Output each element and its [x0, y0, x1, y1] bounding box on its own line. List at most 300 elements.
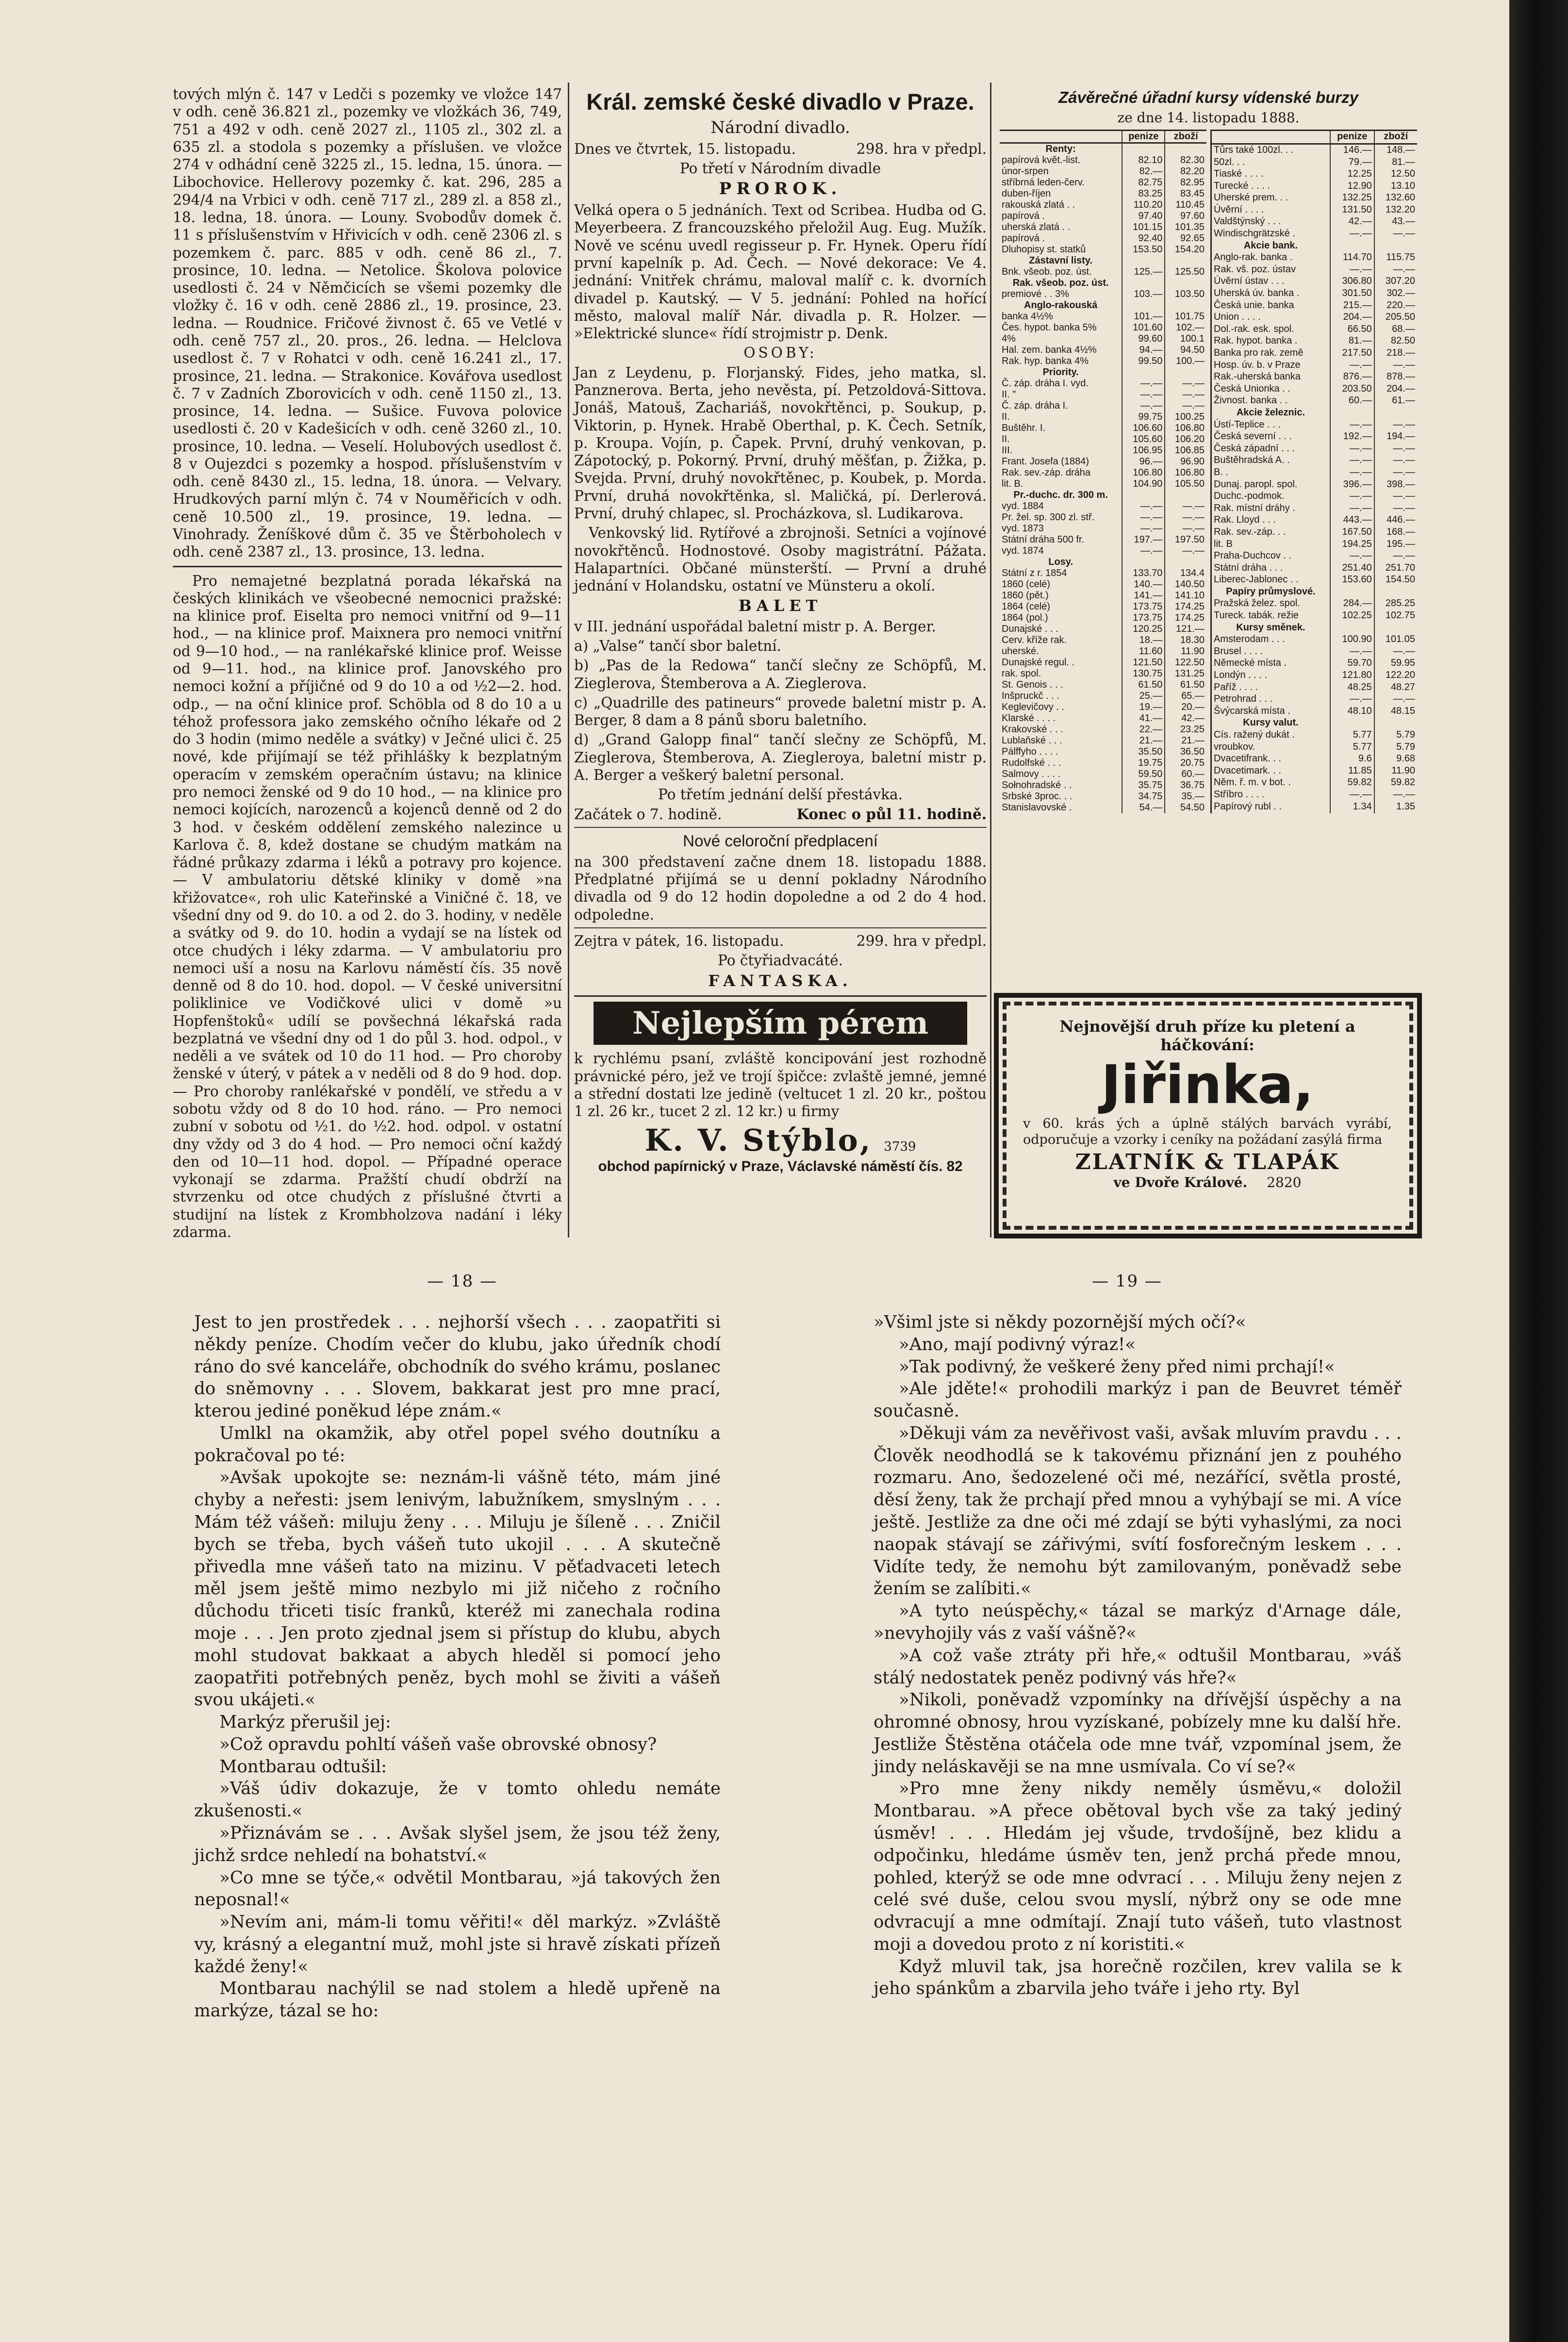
rate-money: —.—: [1122, 523, 1165, 534]
rate-money: 99.50: [1122, 356, 1165, 367]
rate-row: [1000, 378, 1206, 389]
rate-money: 443.—: [1330, 514, 1374, 527]
rate-money: 35.50: [1122, 746, 1165, 758]
rate-money: 104.90: [1122, 478, 1165, 490]
rate-goods: 125.50: [1165, 266, 1206, 278]
rate-row: [1211, 527, 1418, 539]
rate-goods: —.—: [1165, 389, 1206, 400]
rate-name: premiové . . 3%: [1002, 289, 1069, 299]
rate-name: Akcie železnic.: [1236, 407, 1305, 418]
rate-name: II.: [1002, 434, 1010, 445]
rate-row: [1211, 467, 1418, 479]
rate-name: Tiaské . . . .: [1214, 168, 1264, 180]
rate-money: 25.—: [1122, 691, 1165, 702]
rate-money: —.—: [1330, 503, 1374, 515]
rate-goods: [1374, 622, 1417, 634]
rate-row: [1211, 479, 1418, 491]
rate-money: 306.80: [1330, 276, 1374, 288]
rate-goods: 251.70: [1374, 562, 1417, 575]
rate-goods: 101.05: [1374, 634, 1417, 646]
rate-money: 35.75: [1122, 780, 1165, 791]
divider: [574, 995, 987, 997]
rate-goods: 204.—: [1374, 383, 1417, 396]
rate-name: Akcie bank.: [1243, 240, 1298, 251]
rate-row: [1211, 335, 1418, 347]
rate-money: 153.60: [1330, 574, 1374, 586]
rate-goods: 100.25: [1165, 412, 1206, 423]
rate-goods: —.—: [1374, 419, 1417, 431]
rate-goods: 174.25: [1165, 601, 1206, 612]
rate-row: [1211, 574, 1418, 586]
rate-goods: 398.—: [1374, 479, 1417, 491]
rate-name: Rak. Lloyd . . .: [1214, 514, 1276, 526]
rate-money: 59.70: [1330, 658, 1374, 670]
rate-money: —.—: [1122, 545, 1165, 557]
subscription-heading: Nové celoroční předplacení: [683, 831, 878, 850]
rate-row: [1211, 753, 1418, 765]
rate-name: Švýcarská místa .: [1214, 705, 1290, 716]
rate-goods: 101.75: [1165, 311, 1206, 322]
rate-money: —.—: [1122, 501, 1165, 512]
rate-name: Duchc.-podmok.: [1214, 491, 1285, 502]
rate-money: [1122, 300, 1165, 311]
ballet-c: c) „Quadrille des patineurs“ provede baletní mistr p. A. Berger, 8 dam a 8 pánů sboru baletního.: [574, 694, 987, 729]
rate-money: 132.25: [1330, 192, 1374, 204]
rate-row: [1211, 240, 1418, 252]
rate-money: 92.40: [1122, 233, 1165, 244]
rate-goods: 43.—: [1374, 216, 1417, 228]
rate-name: Lublaňské . . .: [1002, 735, 1062, 746]
rate-goods: [1165, 278, 1206, 289]
rate-name: Papírový rubl . .: [1214, 801, 1282, 812]
rate-name: Rak. sev.-záp. . .: [1214, 526, 1286, 537]
rate-money: 34.75: [1122, 791, 1165, 802]
rate-name: lit. B: [1214, 538, 1233, 549]
rate-money: 167.50: [1330, 527, 1374, 539]
auction-list: tových mlýn č. 147 v Ledči s pozemky ve vložce 147 v odh. ceně 36.821 zl., pozemky ve vložkách 36, 749, 751 a 492 v odh. ceně 2027 zl., 1105 zl., 302 zl. a 635 zl. a stodola s pozemky a příslušen. ve vložce 274 v odhádní ceně 3225 zl., 15. ledna, 15. února. — Libochovice. Hellerovy pozemky č. kat. 296, 285 a 294/4 na Vrbici v odh. ceně 717 zl., 289 zl. a 858 zl., 18. ledna, 18. února. — Louny. Svobodův domek č. 11 s příslušenstvím v Hřivicích v odh. ceně 2306 zl. s pozemkem č. parc. 885 v odh. ceně 86 zl., 7. prosince, 10. ledna. — Netolice. Školova polovice usedlosti č. 24 v Němčicích se všemi pozemky dle vložky č. 16 v odh. ceně 2886 zl., 19. prosince, 23. ledna. — Roudnice. Fričové živnost č. 65 ve Vetlé v odh. ceně 757 zl., 20. pros., 26. ledna. — Helclova usedlost č. 7 v Rohatci v odh. ceně 16.241 zl., 17. prosince, 21. ledna. — Strakonice. Kovářova usedlost č. 7 v Zadních Zborovicích v odh. ceně 1150 zl., 13. prosince, 14. ledna. — Sušice. Fuvova polovice usedlosti č. 20 v Kadešicích v odh. ceně 3260 zl., 10. prosince, 10. ledna. — Veselí. Holubových usedlost č. 8 v Oujezdci s pozemky a hospod. příslušenstvím v odh. ceně 8430 zl., 15. ledna, 18. února. — Velvary. Hrudkových parní mlýn č. 74 v Nouměřicích v odh. ceně 10.500 zl., 19. prosince, 19. ledna. — Vinohrady. Ženíškové dům č. 35 ve Štěrboholech v odh. ceně 2387 zl., 13. prosince, 13. ledna.: [173, 86, 562, 561]
rate-goods: 82.95: [1165, 177, 1206, 188]
rate-goods: 81.—: [1374, 157, 1417, 169]
rate-money: 146.—: [1330, 144, 1374, 156]
yarn-advertisement: [994, 993, 1422, 1238]
rate-money: 110.20: [1122, 199, 1165, 211]
rate-name: Buštěhr. I.: [1002, 423, 1046, 433]
rate-row: [1211, 610, 1418, 622]
rate-money: 79.—: [1330, 157, 1374, 169]
rate-money: —.—: [1330, 360, 1374, 372]
rate-row: [1000, 657, 1206, 668]
rate-money: 100.90: [1330, 634, 1374, 646]
rate-goods: 5.79: [1374, 729, 1417, 742]
start-time: Začátek o 7. hodině.: [574, 806, 722, 823]
rate-row: [1000, 311, 1206, 322]
rate-row: [1000, 211, 1206, 222]
rate-money: 5.77: [1330, 742, 1374, 754]
rate-row: [1000, 668, 1206, 679]
rate-row: [1000, 624, 1206, 635]
rate-row: [1211, 706, 1418, 718]
rate-name: Losy.: [1048, 557, 1073, 567]
rate-row: [1211, 276, 1418, 288]
rate-row: [1211, 168, 1418, 181]
rate-money: —.—: [1330, 228, 1374, 240]
rate-money: 99.60: [1122, 333, 1165, 345]
rate-money: 42.—: [1330, 216, 1374, 228]
rate-name: Pr. žel. sp. 300 zl. stř.: [1002, 512, 1095, 523]
rate-goods: 61.50: [1165, 679, 1206, 691]
rate-name: Něm. ř. m. v bot. .: [1214, 777, 1291, 788]
rate-row: [1000, 445, 1206, 456]
rate-row: [1211, 742, 1418, 754]
rate-money: 101.60: [1122, 322, 1165, 333]
rate-row: [1211, 312, 1418, 324]
rate-money: [1330, 717, 1374, 729]
pen-ad-firm: K. V. Stýblo,: [644, 1122, 873, 1158]
rate-goods: 96.90: [1165, 456, 1206, 467]
rate-goods: 168.—: [1374, 527, 1417, 539]
rate-row: [1000, 512, 1206, 523]
rate-name: Uherské prem. . .: [1214, 192, 1288, 203]
rate-money: —.—: [1330, 264, 1374, 276]
rate-goods: 83.45: [1165, 188, 1206, 199]
story-paragraph: »Co mne se týče,« odvětil Montbarau, »já takových žen neposnal!«: [194, 1867, 721, 1910]
rate-goods: 59.82: [1374, 777, 1417, 789]
story-paragraph: Umlkl na okamžik, aby otřel popel svého doutníku a pokračoval po té:: [194, 1423, 721, 1466]
rate-goods: 197.50: [1165, 534, 1206, 545]
rate-goods: 94.50: [1165, 345, 1206, 356]
rate-name: Dunajské regul. .: [1002, 657, 1075, 668]
rate-goods: [1165, 255, 1206, 266]
rate-row: [1000, 434, 1206, 445]
rate-goods: 82.20: [1165, 166, 1206, 177]
column-1: [173, 85, 562, 1240]
ballet-d: d) „Grand Galopp final“ tančí slečny ze Schöpfů, M. Zieglerova, Štemberova, A. Ziegleroya, baletní mistr p. A. Berger a veškerý baletní personal.: [574, 731, 987, 783]
rate-row: [1211, 693, 1418, 706]
rate-name: Státní z r. 1854: [1002, 568, 1067, 578]
rate-row: [1000, 802, 1206, 813]
rate-money: 82.10: [1122, 155, 1165, 166]
rate-goods: 82.50: [1374, 335, 1417, 347]
rate-name: Cerv. kříže rak.: [1002, 635, 1067, 645]
rate-row: [1211, 586, 1418, 598]
rate-row: [1000, 679, 1206, 691]
rate-money: 81.—: [1330, 335, 1374, 347]
rate-row: [1000, 579, 1206, 590]
rate-row: [1211, 228, 1418, 240]
rate-money: 130.75: [1122, 668, 1165, 679]
rate-goods: 148.—: [1374, 144, 1417, 156]
rate-goods: 100.—: [1165, 356, 1206, 367]
rate-name: Státní dráha 500 fr.: [1002, 534, 1085, 545]
rate-name: Liberec-Jablonec . .: [1214, 574, 1299, 585]
rate-row: [1211, 801, 1418, 813]
rate-name: Rak. místní dráhy .: [1214, 502, 1295, 513]
rate-name: Dvacetimark. . .: [1214, 765, 1281, 776]
rate-goods: 11.90: [1374, 765, 1417, 777]
rate-name: Papíry průmyslové.: [1226, 586, 1316, 597]
rate-money: 215.—: [1330, 300, 1374, 312]
exchange-title: Závěrečné úřadní kursy vídenské burzy: [1058, 88, 1359, 106]
rate-goods: 20.—: [1165, 702, 1206, 713]
rate-name: papírová .: [1002, 211, 1045, 221]
rate-name: Česká unie. banka: [1214, 299, 1294, 311]
rate-money: 1.34: [1330, 801, 1374, 813]
rate-name: Praha-Duchcov . .: [1214, 550, 1292, 561]
rate-goods: —.—: [1165, 501, 1206, 512]
rate-money: [1122, 255, 1165, 266]
rate-goods: 205.50: [1374, 312, 1417, 324]
rate-goods: —.—: [1374, 646, 1417, 658]
rate-name: Č. záp. dráha I. vyd.: [1002, 378, 1089, 389]
rate-goods: [1374, 717, 1417, 729]
rate-goods: 11.90: [1165, 646, 1206, 657]
rate-money: 101.—: [1122, 311, 1165, 322]
rate-money: 59.50: [1122, 769, 1165, 780]
rate-row: [1000, 612, 1206, 624]
rate-goods: —.—: [1165, 512, 1206, 523]
rate-money: 114.70: [1330, 252, 1374, 264]
rate-name: B. .: [1214, 466, 1229, 478]
rate-money: 131.50: [1330, 204, 1374, 216]
story-paragraph: »Avšak upokojte se: neznám-li vášně této, mám jiné chyby a neřesti: jsem lenivým, labužníkem, smyslným . . . Mám též vášeň: miluju ženy . . . Miluju je šíleně . . . Zničil bych se třeba, bych vášeň tuto ukojil . . . A skutečně přivedla mne vášeň tato na mizinu. V pěťadvaceti letech měl jsem ještě mimo nezbylo mi již ničeho z ročního důchodu třiceti tisíc franků, kteréž mi zanechala rodina moje . . . Jen proto zjednal jsem si přístup do klubu, abych mohl studovat bakkaat a abych hleděl si pomocí jeho zaopatřiti potřebných peněz, bych mohl se živiti a vášeň svou ukájeti.«: [194, 1468, 721, 1710]
story-paragraph: Montbarau odtušil:: [219, 1756, 387, 1777]
story-right-page: [874, 1311, 1402, 2296]
rate-name: vyd. 1884: [1002, 501, 1044, 511]
rate-goods: 5.79: [1374, 742, 1417, 754]
tomorrow-number: 299. hra v předpl.: [856, 932, 987, 949]
rate-row: [1211, 157, 1418, 169]
rate-goods: 106.80: [1165, 467, 1206, 478]
rate-row: [1211, 729, 1418, 742]
rate-row: [1000, 155, 1206, 166]
rate-row: [1211, 777, 1418, 789]
rate-name: Zástavní listy.: [1029, 255, 1093, 266]
rate-money: 96.—: [1122, 456, 1165, 467]
rate-money: 120.25: [1122, 624, 1165, 635]
rate-money: 22.—: [1122, 724, 1165, 735]
rate-goods: 101.35: [1165, 222, 1206, 233]
crowd-list: Venkovský lid. Rytířové a zbrojnoši. Setníci a vojínové novokřtěnců. Hodnostové. Osoby magistrátní. Pážata. Halapartníci. Občané münsterští. — První a druhé jednání v Holandsku, ostatní ve Münsteru a okolí.: [574, 525, 987, 594]
story-paragraph: »A což vaše ztráty při hře,« odtušil Montbarau, »váš stálý nedostatek peněz podivný vás hře?«: [874, 1645, 1402, 1688]
rate-money: 99.75: [1122, 412, 1165, 423]
rate-row: [1211, 144, 1418, 156]
rate-row: [1000, 456, 1206, 467]
rate-row: [1000, 266, 1206, 278]
rate-name: II.: [1002, 412, 1010, 422]
rate-name: Hosp. úv. b. v Praze: [1214, 359, 1301, 370]
play-description: Velká opera o 5 jednáních. Text od Scribea. Hudba od G. Meyerbeera. Z francouzského přeložil Aug. Eug. Mužík. Nově ve scénu uvedl regisseur p. Fr. Hynek. Operu řídí první kapelník p. Ad. Čech. — Nové dekorace: Ve 4. jednání: Vnitřek chrámu, maloval malíř c. k. dvorních divadel p. Kautský. — V 5. jednání: Pohled na hořící město, maloval malíř Nár. divadla p. R. Holzer. — »Elektrické slunce« řídí strojmistr p. Denk.: [574, 202, 987, 342]
rate-goods: [1165, 490, 1206, 501]
tomorrow-date: Zejtra v pátek, 16. listopadu.: [574, 932, 784, 949]
header-goods: zboží: [1165, 131, 1206, 143]
rate-name: Brusel . . . .: [1214, 645, 1263, 657]
rate-name: Anglo-rak. banka .: [1214, 252, 1293, 263]
rate-goods: —.—: [1374, 491, 1417, 503]
rate-goods: 134.4: [1165, 568, 1206, 579]
tomorrow-play: FANTASKA.: [708, 971, 853, 990]
rate-name: II. ": [1002, 389, 1016, 400]
rate-money: 19.—: [1122, 702, 1165, 713]
rate-row: [1000, 780, 1206, 791]
rate-name: Bnk. všeob. poz. úst.: [1002, 266, 1092, 277]
story-paragraph: Markýz přerušil jej:: [219, 1712, 391, 1732]
rate-name: Ústí-Teplice . . .: [1214, 419, 1281, 430]
rate-money: 173.75: [1122, 612, 1165, 624]
rate-name: III.: [1002, 445, 1013, 456]
rate-name: Banka pro rak. země: [1214, 347, 1304, 359]
rate-row: [1000, 545, 1206, 557]
column-rule-1: [568, 82, 569, 1237]
rate-name: Krakovské . . .: [1002, 724, 1063, 735]
rate-name: Klarské . . . .: [1002, 713, 1056, 724]
rate-money: —.—: [1122, 389, 1165, 400]
intermission-note: Po třetím jednání delší přestávka.: [658, 786, 903, 803]
divider: [574, 927, 987, 928]
rate-row: [1000, 769, 1206, 780]
rate-money: 204.—: [1330, 312, 1374, 324]
rate-goods: 446.—: [1374, 514, 1417, 527]
rate-name: Union . . . .: [1214, 312, 1261, 323]
rate-name: banka 4½%: [1002, 311, 1053, 322]
rate-row: [1000, 188, 1206, 199]
rate-name: 1864 (pol.): [1002, 612, 1048, 623]
rate-name: Čes. hypot. banka 5%: [1002, 322, 1097, 333]
column-2: [574, 85, 987, 1250]
rate-goods: 106.20: [1165, 434, 1206, 445]
rate-name: Rudolfské . . .: [1002, 758, 1061, 768]
rate-name: uherská zlatá . .: [1002, 222, 1071, 232]
rate-name: Salmovy . . . .: [1002, 769, 1061, 779]
story-paragraph: »Ale jděte!« prohodili markýz i pan de Beuvret téměř současně.: [874, 1379, 1402, 1421]
rate-goods: 105.50: [1165, 478, 1206, 490]
rate-money: 9.6: [1330, 753, 1374, 765]
rate-row: [1000, 199, 1206, 211]
rate-row: [1211, 491, 1418, 503]
rate-name: Turecké . . . .: [1214, 180, 1270, 191]
rate-goods: 60.—: [1165, 769, 1206, 780]
rate-name: Kursy valut.: [1243, 717, 1299, 728]
story-paragraph: »Což opravdu pohltí vášeň vaše obrovské obnosy?: [219, 1734, 657, 1754]
rate-money: 173.75: [1122, 601, 1165, 612]
rate-money: 106.80: [1122, 467, 1165, 478]
rate-name: vroubkov.: [1214, 741, 1255, 752]
rate-money: [1330, 586, 1374, 598]
rate-goods: 131.25: [1165, 668, 1206, 679]
rate-goods: 102.75: [1374, 610, 1417, 622]
rate-money: 876.—: [1330, 371, 1374, 383]
header-money: penize: [1122, 131, 1165, 143]
rate-name: Rak. vš. poz. ústav: [1214, 264, 1296, 275]
rate-name: Londýn . . . .: [1214, 670, 1268, 681]
rate-name: Sołnohradské . .: [1002, 780, 1072, 791]
rate-money: —.—: [1122, 400, 1165, 412]
rate-row: [1000, 300, 1206, 311]
rate-row: [1000, 791, 1206, 802]
rate-money: [1330, 622, 1374, 634]
rate-money: —.—: [1122, 512, 1165, 523]
rate-money: 21.—: [1122, 735, 1165, 746]
rate-goods: —.—: [1374, 455, 1417, 467]
end-time: Konec o půl 11. hodině.: [796, 805, 987, 823]
rate-name: Úvěrní . . . .: [1214, 204, 1264, 215]
rate-name: Česká severní . . .: [1214, 431, 1292, 442]
rate-goods: —.—: [1374, 360, 1417, 372]
rate-row: [1000, 523, 1206, 534]
rate-name: Živnost. banka . .: [1214, 395, 1288, 406]
rate-name: papírová .: [1002, 233, 1045, 244]
rate-goods: 82.30: [1165, 155, 1206, 166]
rate-goods: 65.—: [1165, 691, 1206, 702]
rate-money: 83.25: [1122, 188, 1165, 199]
rate-row: [1211, 443, 1418, 455]
rate-name: St. Genois . . .: [1002, 679, 1063, 690]
ballet-b: b) „Pas de la Redowa“ tančí slečny ze Schöpfů, M. Zieglerova, Štemberova a A. Zieglerova.: [574, 657, 987, 692]
rate-goods: 106.80: [1165, 423, 1206, 434]
rate-row: [1000, 255, 1206, 266]
rate-row: [1000, 423, 1206, 434]
rate-row: [1000, 244, 1206, 255]
rate-goods: 103.50: [1165, 289, 1206, 300]
rate-row: [1211, 419, 1418, 431]
rate-row: [1211, 670, 1418, 682]
rate-money: 251.40: [1330, 562, 1374, 575]
rate-name: Buštěhradská A. .: [1214, 455, 1290, 466]
rate-money: 61.50: [1122, 679, 1165, 691]
rate-row: [1211, 550, 1418, 562]
rate-goods: —.—: [1374, 467, 1417, 479]
rate-row: [1000, 177, 1206, 188]
rate-name: Rak.-uherská banka: [1214, 371, 1301, 382]
rate-goods: 1.35: [1374, 801, 1417, 813]
rate-money: 48.25: [1330, 682, 1374, 694]
rate-name: uherské.: [1002, 646, 1039, 657]
rate-goods: 220.—: [1374, 300, 1417, 312]
rate-name: Úvěrní ústav . . .: [1214, 276, 1285, 287]
rate-money: [1122, 490, 1165, 501]
rate-row: [1211, 192, 1418, 204]
rate-money: 301.50: [1330, 288, 1374, 300]
rate-row: [1211, 324, 1418, 336]
rate-goods: 9.68: [1374, 753, 1417, 765]
rate-goods: 36.75: [1165, 780, 1206, 791]
rate-row: [1211, 658, 1418, 670]
rate-money: [1122, 557, 1165, 568]
rate-goods: 42.—: [1165, 713, 1206, 724]
rate-name: Cís. ražený dukát .: [1214, 729, 1295, 741]
rate-goods: 154.20: [1165, 244, 1206, 255]
rate-name: Petrohrad . . .: [1214, 693, 1273, 705]
rate-money: 105.60: [1122, 434, 1165, 445]
rate-goods: —.—: [1165, 400, 1206, 412]
pen-ad-logo: Nejlepším pérem: [594, 1002, 967, 1045]
rate-money: 121.80: [1330, 670, 1374, 682]
rate-goods: [1165, 143, 1206, 155]
rate-goods: —.—: [1374, 550, 1417, 562]
rate-goods: 36.50: [1165, 746, 1206, 758]
rate-name: Tůrs také 100zl. . .: [1214, 144, 1294, 155]
rate-money: —.—: [1330, 789, 1374, 801]
rate-goods: 307.20: [1374, 276, 1417, 288]
rate-row: [1211, 682, 1418, 694]
rate-row: [1000, 143, 1206, 155]
story-paragraph: »Přiznávám se . . . Avšak slyšel jsem, že jsou též ženy, jichž srdce nehledí na bohatství.«: [194, 1823, 721, 1865]
rate-row: [1211, 347, 1418, 360]
rate-money: —.—: [1330, 550, 1374, 562]
rate-money: 48.10: [1330, 706, 1374, 718]
rate-name: Hal. zem. banka 4½%: [1002, 345, 1097, 355]
rate-name: papírová květ.-list.: [1002, 155, 1081, 165]
rate-name: Dluhopisy st. statků: [1002, 244, 1086, 255]
